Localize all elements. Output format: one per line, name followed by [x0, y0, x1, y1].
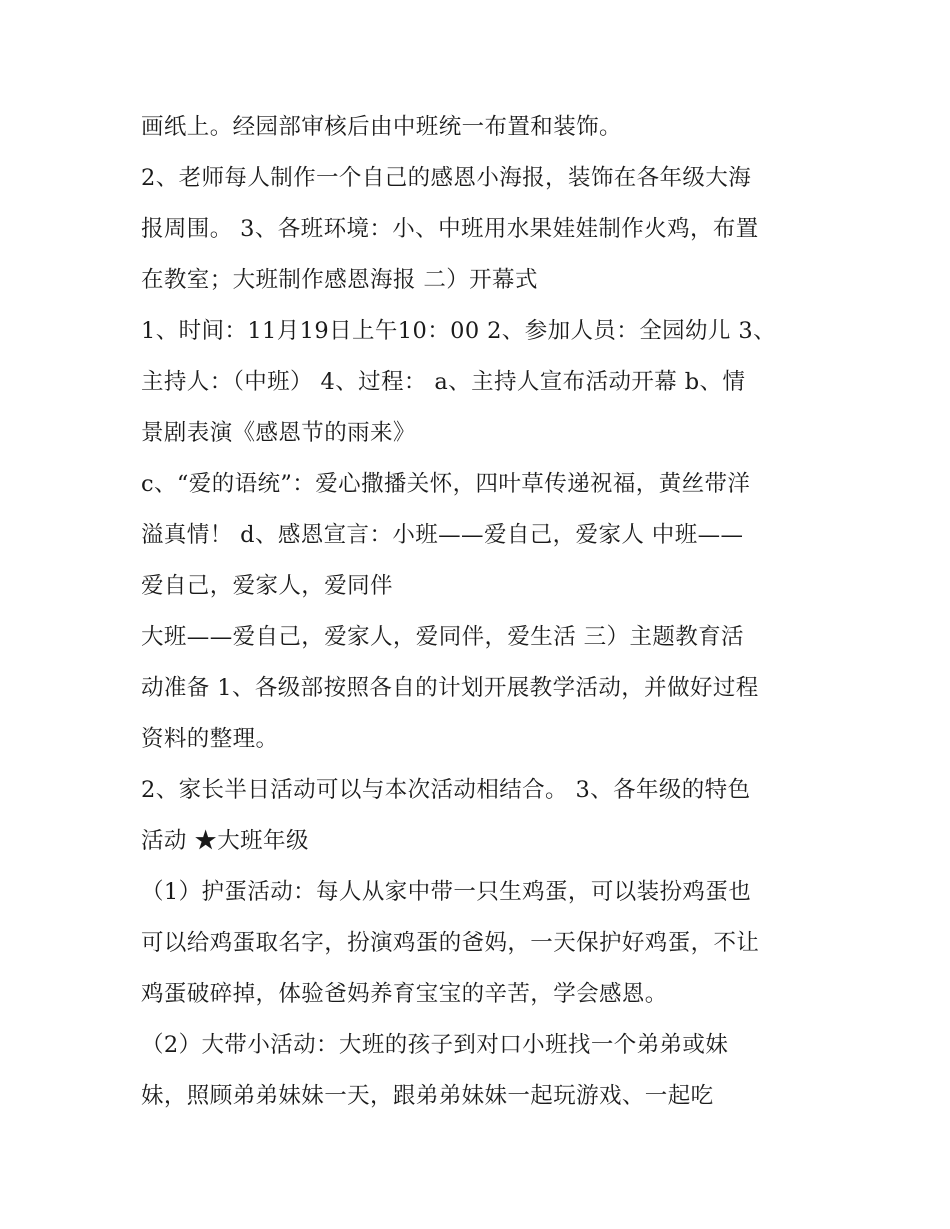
text-line: 动准备 1、各级部按照各自的计划开展教学活动，并做好过程	[141, 675, 759, 701]
text-line: 画纸上。经园部审核后由中班统一布置和装饰。	[141, 114, 622, 140]
text-line: 活动 ★大班年级	[141, 828, 309, 854]
text-line: 大班——爱自己，爱家人，爱同伴，爱生活 三）主题教育活	[141, 624, 744, 650]
text-line: （2）大带小活动：大班的孩子到对口小班找一个弟弟或妹	[141, 1032, 729, 1058]
text-line: 爱自己，爱家人，爱同伴	[141, 573, 393, 599]
text-line: 可以给鸡蛋取名字，扮演鸡蛋的爸妈，一天保护好鸡蛋，不让	[141, 930, 760, 956]
text-line: 2、家长半日活动可以与本次活动相结合。 3、各年级的特色	[141, 777, 751, 803]
text-line: 鸡蛋破碎掉，体验爸妈养育宝宝的辛苦，学会感恩。	[141, 981, 668, 1007]
text-line: 2、老师每人制作一个自己的感恩小海报，装饰在各年级大海	[141, 165, 752, 191]
text-line: 景剧表演《感恩节的雨来》	[141, 420, 416, 446]
text-line: 报周围。 3、各班环境：小、中班用水果娃娃制作火鸡，布置	[141, 216, 759, 242]
text-line: 资料的整理。	[141, 726, 279, 752]
text-line: 妹，照顾弟弟妹妹一天，跟弟弟妹妹一起玩游戏、一起吃	[141, 1083, 714, 1109]
text-line: （1）护蛋活动：每人从家中带一只生鸡蛋，可以装扮鸡蛋也	[141, 879, 752, 905]
text-line: 溢真情！ d、感恩宣言：小班——爱自己，爱家人 中班——	[141, 522, 744, 548]
text-line: 在教室；大班制作感恩海报 二）开幕式	[141, 267, 538, 293]
text-line: 主持人：（中班） 4、过程： a、主持人宣布活动开幕 b、情	[141, 369, 746, 395]
document-body	[141, 102, 841, 1122]
text-line: c、“爱的语统”：爱心撒播关怀，四叶草传递祝福，黄丝带洋	[141, 471, 751, 497]
text-line: 1、时间：11月19日上午10：00 2、参加人员：全园幼儿 3、	[141, 318, 776, 344]
